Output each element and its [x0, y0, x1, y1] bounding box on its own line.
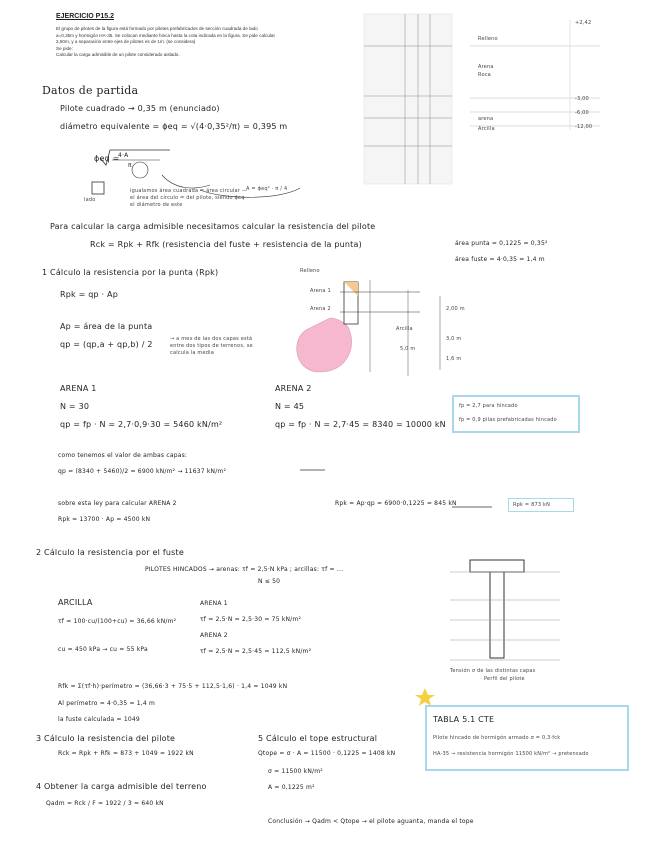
section-heading: 2 Cálculo la resistencia por el fuste: [36, 548, 184, 557]
result-value: Rpk = 873 kN: [513, 502, 551, 508]
note-line: Para calcular la carga admisible necesitamos calcular la resistencia del pilote: [50, 222, 376, 231]
formula-line: la fuste calculada = 1049: [58, 716, 140, 723]
level-label: -6,00: [575, 110, 589, 116]
level-label: -3,00: [575, 96, 589, 102]
table-line: HA-35 → resistencia hormigón 11500 kN/m² → pretensado: [433, 751, 589, 757]
formula-line: cu = 450 kPa → cu = 55 kPa: [58, 646, 148, 653]
figure-caption: Tensión σ de las distintas capas: [450, 668, 536, 674]
formula-line: τf = 100·cu/(100+cu) = 36,66 kN/m²: [58, 618, 177, 625]
formula-line: PILOTES HINCADOS → arenas: τf = 2,5·N kPa ; arcillas: τf = ...: [145, 566, 344, 573]
subheading: ARENA 2: [200, 632, 228, 639]
pile-level: 2,00 m: [446, 306, 465, 312]
layer-label: Arena: [478, 64, 494, 70]
note-line: como tenemos el valor de ambas capas:: [58, 452, 188, 459]
layer-label: Arcilla: [478, 126, 495, 132]
formula-line: N = 30: [60, 402, 90, 411]
layer-label: Relleno: [478, 36, 498, 42]
note-box: [452, 395, 580, 433]
section-heading: 5 Cálculo el tope estructural: [258, 734, 378, 743]
subheading: ARENA 2: [275, 384, 312, 393]
note-line: área fuste = 4·0,35 = 1,4 m: [455, 256, 545, 263]
note-box-line: fp = 2,7 para hincado: [459, 403, 518, 409]
note-line: sobre esta ley para calcular ARENA 2: [58, 500, 177, 507]
pile-label: Arcilla: [396, 326, 413, 332]
formula-line: qp = (qp,a + qp,b) / 2: [60, 340, 153, 349]
formula-line: Rpk = Ap·qp = 6900·0,1225 = 845 kN: [335, 500, 457, 507]
pile-level: 5,0 m: [400, 346, 416, 352]
pile-label: Arena 1: [310, 288, 331, 294]
section-heading: 3 Cálculo la resistencia del pilote: [36, 734, 176, 743]
section-heading: 1 Cálculo la resistencia por la punta (Rpk): [42, 268, 219, 277]
note-line: diámetro equivalente = ϕeq = √(4·0,35²/π) = 0,395 m: [60, 122, 288, 131]
formula-line: σ = 11500 kN/m²: [268, 768, 323, 775]
note-line: Rck = Rpk + Rfk (resistencia del fuste + resistencia de la punta): [90, 240, 362, 249]
formula-line: Rck = Rpk + Rfk = 873 + 1049 = 1922 kN: [58, 750, 194, 757]
formula-line: Rpk = qp · Ap: [60, 290, 118, 299]
pile-label: Relleno: [300, 268, 320, 274]
statement-note: (se considera): [166, 39, 196, 45]
layer-label: arena: [478, 116, 494, 122]
formula-denominator: π: [128, 162, 132, 169]
statement-line: Calcular la carga admisible de un pilote considerado aislado.: [56, 52, 180, 58]
subheading: ARENA 1: [60, 384, 97, 393]
formula-numerator: 4·A: [118, 152, 129, 159]
formula-note: → a mes de las dos capas está entre dos tipos de terrenos, se calcula la media: [170, 336, 253, 356]
section-heading: Datos de partida: [42, 84, 139, 97]
table-title: TABLA 5.1 CTE: [433, 715, 495, 724]
figure-caption: Perfil del pilote: [484, 676, 525, 682]
formula-line: Rfk = Σ(τf·h)·perímetro = (36,66·3 + 75·5 + 112,5·1,6) · 1,4 = 1049 kN: [58, 683, 288, 690]
pile-level: 1,6 m: [446, 356, 462, 362]
formula-line: qp = fp · N = 2,7·0,9·30 = 5460 kN/m²: [60, 420, 223, 429]
table-reference-box: [425, 705, 629, 771]
formula-line: τf = 2,5·N = 2,5·30 = 75 kN/m²: [200, 616, 302, 623]
note-box-line: fp = 0,9 pilas prefabricadas hincado: [459, 417, 557, 423]
formula-line: Qtope = σ · A = 11500 · 0,1225 = 1408 kN: [258, 750, 396, 757]
section-heading: 4 Obtener la carga admisible del terreno: [36, 782, 207, 791]
layer-label: Roca: [478, 72, 491, 78]
formula-line: N = 45: [275, 402, 305, 411]
star-icon: [415, 688, 435, 706]
formula-line: Ap = área de la punta: [60, 322, 153, 331]
formula-line: N ≤ 50: [258, 578, 281, 585]
level-label: +2,42: [575, 20, 592, 26]
formula-line: qp = (8340 + 5460)/2 = 6900 kN/m² → 11637 kN/m²: [58, 468, 227, 475]
note-line: Pilote cuadrado → 0,35 m (enunciado): [60, 104, 220, 113]
formula-line: Rpk = 13700 · Ap = 4500 kN: [58, 516, 151, 523]
pile-elevation-figure: [450, 560, 560, 660]
formula-line: τf = 2,5·N = 2,5·45 = 112,5 kN/m²: [200, 648, 312, 655]
note-line: área punta = 0,1225 = 0,35²: [455, 240, 548, 247]
table-line: Pilote hincado de hormigón armado σ = 0,3·fck: [433, 735, 561, 741]
level-label: -12,00: [575, 124, 593, 130]
pile-label: Arena 2: [310, 306, 331, 312]
result-box: [508, 498, 574, 512]
subheading: ARCILLA: [58, 598, 93, 607]
formula-line: A = 0,1225 m²: [268, 784, 315, 791]
pile-level: 3,0 m: [446, 336, 462, 342]
pile-tip-diagram: [297, 280, 440, 376]
formula-line: Qadm = Rck / F = 1922 / 3 = 640 kN: [46, 800, 164, 807]
side-label: lado: [84, 197, 96, 203]
statement-line: El grupo de pilotes de la figura está formado por pilotes prefabricados de sección cuadrada de lado: [56, 26, 258, 31]
exercise-title: EJERCICIO P15.2: [56, 13, 114, 20]
formula-label: ϕeq =: [94, 154, 120, 163]
bracket-note: igualamos área cuadrada = área circular — el área del círculo = del pilote, siendo ϕeq el diámetro de este: [130, 188, 248, 208]
formula-line: qp = fp · N = 2,7·45 = 8340 = 10000 kN: [275, 420, 446, 429]
formula-line: Al perímetro = 4·0,35 = 1,4 m: [58, 700, 156, 707]
subheading: ARENA 1: [200, 600, 228, 607]
statement-line: Se pide:: [56, 45, 73, 51]
statement-line: a=0,35m y hormigón HA-35. Se colocan mediante hinca hasta la cota indicada en la figura. Se pide calcular: [56, 32, 275, 38]
conclusion-line: Conclusión → Qadm < Qtope → el pilote aguanta, manda el tope: [268, 818, 474, 825]
statement-line: 2,60m, y a separación entre ejes de pilotes es de 1m. (se considera): [56, 39, 196, 45]
formula-small: A = ϕeq² · π / 4: [246, 186, 288, 192]
